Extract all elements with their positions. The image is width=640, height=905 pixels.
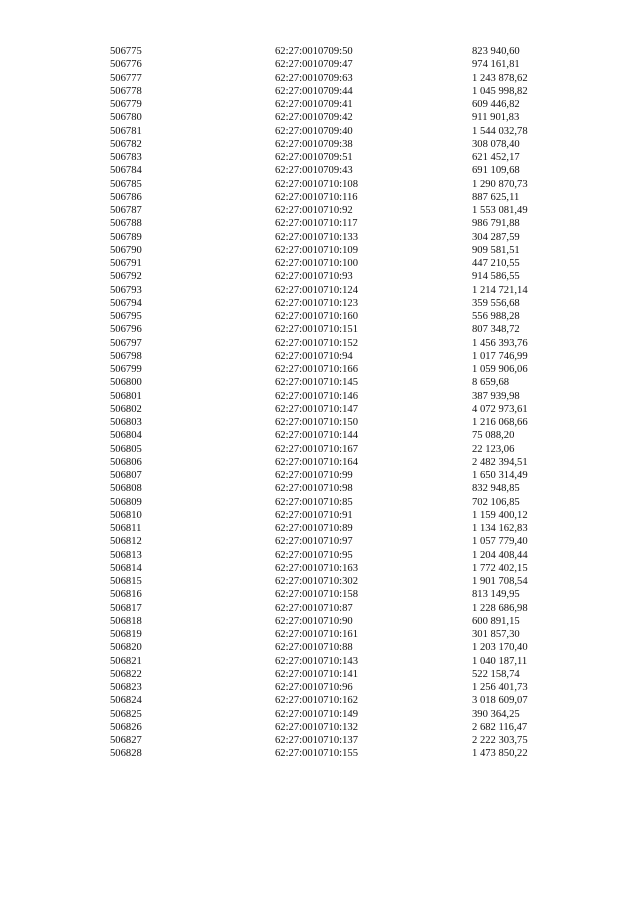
cadastral-value: 1 216 068,66 bbox=[472, 417, 528, 428]
cadastral-value: 1 290 870,73 bbox=[472, 178, 528, 190]
table-row bbox=[110, 138, 550, 151]
cadastral-value: 832 948,85 bbox=[472, 483, 520, 495]
cadastral-value: 1 057 779,40 bbox=[472, 536, 528, 548]
cadastral-number: 62:27:0010709:40 bbox=[275, 125, 353, 137]
cadastral-value: 911 901,83 bbox=[472, 112, 520, 124]
row-number: 506805 bbox=[110, 443, 142, 455]
cadastral-number: 62:27:0010709:63 bbox=[275, 72, 353, 84]
row-number: 506797 bbox=[110, 337, 142, 349]
cadastral-value: 1 228 686,98 bbox=[472, 602, 528, 614]
table-row bbox=[110, 151, 550, 164]
row-number: 506785 bbox=[110, 178, 142, 190]
row-number: 506815 bbox=[110, 576, 142, 587]
cadastral-number: 62:27:0010710:93 bbox=[275, 271, 353, 283]
cadastral-value: 1 159 400,12 bbox=[472, 509, 528, 521]
table-row bbox=[110, 310, 550, 323]
cadastral-number: 62:27:0010710:160 bbox=[275, 311, 358, 322]
table-row bbox=[110, 655, 550, 668]
table-row bbox=[110, 257, 550, 270]
cadastral-value: 1 040 187,11 bbox=[472, 655, 528, 667]
row-number: 506827 bbox=[110, 735, 142, 746]
row-number: 506799 bbox=[110, 364, 142, 375]
cadastral-number: 62:27:0010710:144 bbox=[275, 430, 358, 442]
table-row bbox=[110, 681, 550, 694]
row-number: 506779 bbox=[110, 99, 142, 110]
cadastral-value: 301 857,30 bbox=[472, 629, 520, 640]
row-number: 506788 bbox=[110, 218, 142, 230]
table-row bbox=[110, 588, 550, 601]
table-row bbox=[110, 363, 550, 376]
cadastral-value: 1 243 878,62 bbox=[472, 72, 528, 84]
row-number: 506800 bbox=[110, 377, 142, 389]
row-number: 506811 bbox=[110, 523, 142, 534]
row-number: 506794 bbox=[110, 297, 142, 309]
cadastral-value: 304 287,59 bbox=[472, 231, 520, 243]
row-number: 506814 bbox=[110, 562, 142, 574]
table-row bbox=[110, 429, 550, 442]
table-row bbox=[110, 668, 550, 681]
cadastral-value: 1 203 170,40 bbox=[472, 642, 528, 654]
row-number: 506795 bbox=[110, 311, 142, 322]
cadastral-number: 62:27:0010710:90 bbox=[275, 615, 353, 627]
row-number: 506778 bbox=[110, 85, 142, 97]
row-number: 506792 bbox=[110, 271, 142, 283]
cadastral-value: 1 901 708,54 bbox=[472, 576, 528, 587]
cadastral-value: 1 134 162,83 bbox=[472, 523, 528, 534]
cadastral-value: 2 222 303,75 bbox=[472, 735, 528, 746]
table-row bbox=[110, 443, 550, 456]
cadastral-value: 1 017 746,99 bbox=[472, 350, 528, 362]
cadastral-number: 62:27:0010709:38 bbox=[275, 138, 353, 150]
cadastral-number: 62:27:0010710:158 bbox=[275, 589, 358, 601]
cadastral-value: 522 158,74 bbox=[472, 668, 520, 680]
table-row bbox=[110, 323, 550, 336]
row-number: 506826 bbox=[110, 721, 142, 733]
cadastral-number: 62:27:0010710:145 bbox=[275, 377, 358, 389]
row-number: 506804 bbox=[110, 430, 142, 442]
row-number: 506784 bbox=[110, 165, 142, 177]
row-number: 506787 bbox=[110, 205, 142, 216]
cadastral-value: 807 348,72 bbox=[472, 324, 520, 336]
cadastral-value: 3 018 609,07 bbox=[472, 695, 528, 707]
cadastral-number: 62:27:0010710:164 bbox=[275, 456, 358, 468]
cadastral-number: 62:27:0010710:166 bbox=[275, 364, 358, 375]
cadastral-value: 1 204 408,44 bbox=[472, 549, 528, 561]
cadastral-value: 2 482 394,51 bbox=[472, 456, 528, 468]
cadastral-value: 974 161,81 bbox=[472, 59, 520, 71]
table-row bbox=[110, 191, 550, 204]
table-row bbox=[110, 204, 550, 217]
cadastral-value: 609 446,82 bbox=[472, 99, 520, 110]
row-number: 506818 bbox=[110, 615, 142, 627]
table-row bbox=[110, 469, 550, 482]
cadastral-value-table bbox=[110, 45, 550, 761]
cadastral-number: 62:27:0010710:150 bbox=[275, 417, 358, 428]
table-row bbox=[110, 231, 550, 244]
cadastral-number: 62:27:0010710:133 bbox=[275, 231, 358, 243]
cadastral-value: 887 625,11 bbox=[472, 191, 520, 203]
cadastral-value: 1 256 401,73 bbox=[472, 682, 528, 693]
cadastral-number: 62:27:0010710:123 bbox=[275, 297, 358, 309]
row-number: 506821 bbox=[110, 655, 142, 667]
cadastral-number: 62:27:0010710:161 bbox=[275, 629, 358, 640]
table-row bbox=[110, 244, 550, 257]
cadastral-number: 62:27:0010710:146 bbox=[275, 390, 358, 402]
cadastral-value: 1 553 081,49 bbox=[472, 205, 528, 216]
cadastral-number: 62:27:0010710:109 bbox=[275, 244, 358, 256]
cadastral-number: 62:27:0010710:85 bbox=[275, 496, 353, 508]
row-number: 506806 bbox=[110, 456, 142, 468]
row-number: 506790 bbox=[110, 244, 142, 256]
cadastral-number: 62:27:0010710:151 bbox=[275, 324, 358, 336]
cadastral-number: 62:27:0010710:94 bbox=[275, 350, 353, 362]
cadastral-number: 62:27:0010710:116 bbox=[275, 191, 358, 203]
table-row bbox=[110, 217, 550, 230]
cadastral-number: 62:27:0010710:95 bbox=[275, 549, 353, 561]
row-number: 506817 bbox=[110, 602, 142, 614]
cadastral-number: 62:27:0010710:155 bbox=[275, 748, 358, 760]
cadastral-value: 75 088,20 bbox=[472, 430, 515, 442]
cadastral-number: 62:27:0010710:149 bbox=[275, 708, 358, 720]
cadastral-number: 62:27:0010709:41 bbox=[275, 99, 353, 110]
table-row bbox=[110, 509, 550, 522]
row-number: 506828 bbox=[110, 748, 142, 760]
table-row bbox=[110, 164, 550, 177]
cadastral-number: 62:27:0010710:117 bbox=[275, 218, 358, 230]
table-row bbox=[110, 85, 550, 98]
table-row bbox=[110, 178, 550, 191]
table-row bbox=[110, 522, 550, 535]
cadastral-number: 62:27:0010710:132 bbox=[275, 721, 358, 733]
cadastral-value: 2 682 116,47 bbox=[472, 721, 528, 733]
cadastral-number: 62:27:0010710:167 bbox=[275, 443, 358, 455]
row-number: 506819 bbox=[110, 629, 142, 640]
cadastral-number: 62:27:0010710:92 bbox=[275, 205, 353, 216]
cadastral-number: 62:27:0010710:124 bbox=[275, 284, 358, 296]
table-row bbox=[110, 403, 550, 416]
cadastral-number: 62:27:0010710:96 bbox=[275, 682, 353, 693]
cadastral-number: 62:27:0010710:99 bbox=[275, 470, 353, 481]
cadastral-value: 1 772 402,15 bbox=[472, 562, 528, 574]
row-number: 506775 bbox=[110, 46, 142, 57]
cadastral-value: 1 059 906,06 bbox=[472, 364, 528, 375]
cadastral-number: 62:27:0010709:50 bbox=[275, 46, 353, 57]
cadastral-value: 1 045 998,82 bbox=[472, 85, 528, 97]
table-row bbox=[110, 615, 550, 628]
row-number: 506782 bbox=[110, 138, 142, 150]
row-number: 506823 bbox=[110, 682, 142, 693]
cadastral-value: 1 544 032,78 bbox=[472, 125, 528, 137]
row-number: 506825 bbox=[110, 708, 142, 720]
row-number: 506780 bbox=[110, 112, 142, 124]
row-number: 506786 bbox=[110, 191, 142, 203]
row-number: 506822 bbox=[110, 668, 142, 680]
row-number: 506796 bbox=[110, 324, 142, 336]
table-row bbox=[110, 641, 550, 654]
cadastral-value: 1 456 393,76 bbox=[472, 337, 528, 349]
row-number: 506809 bbox=[110, 496, 142, 508]
cadastral-value: 1 650 314,49 bbox=[472, 470, 528, 481]
cadastral-number: 62:27:0010710:163 bbox=[275, 562, 358, 574]
table-row bbox=[110, 734, 550, 747]
table-row bbox=[110, 416, 550, 429]
table-row bbox=[110, 456, 550, 469]
table-row bbox=[110, 111, 550, 124]
table-row bbox=[110, 721, 550, 734]
row-number: 506812 bbox=[110, 536, 142, 548]
table-row bbox=[110, 747, 550, 760]
row-number: 506813 bbox=[110, 549, 142, 561]
cadastral-number: 62:27:0010709:47 bbox=[275, 59, 353, 71]
cadastral-value: 813 149,95 bbox=[472, 589, 520, 601]
table-row bbox=[110, 337, 550, 350]
row-number: 506781 bbox=[110, 125, 142, 137]
row-number: 506807 bbox=[110, 470, 142, 481]
cadastral-number: 62:27:0010710:87 bbox=[275, 602, 353, 614]
row-number: 506777 bbox=[110, 72, 142, 84]
cadastral-number: 62:27:0010709:51 bbox=[275, 152, 353, 163]
row-number: 506820 bbox=[110, 642, 142, 654]
cadastral-number: 62:27:0010710:91 bbox=[275, 509, 353, 521]
table-row bbox=[110, 708, 550, 721]
cadastral-value: 600 891,15 bbox=[472, 615, 520, 627]
cadastral-number: 62:27:0010710:89 bbox=[275, 523, 353, 534]
cadastral-value: 556 988,28 bbox=[472, 311, 520, 322]
table-row bbox=[110, 549, 550, 562]
cadastral-value: 4 072 973,61 bbox=[472, 403, 528, 415]
cadastral-value: 8 659,68 bbox=[472, 377, 510, 389]
table-row bbox=[110, 72, 550, 85]
cadastral-value: 691 109,68 bbox=[472, 165, 520, 177]
cadastral-value: 447 210,55 bbox=[472, 258, 520, 269]
cadastral-number: 62:27:0010709:42 bbox=[275, 112, 353, 124]
cadastral-value: 823 940,60 bbox=[472, 46, 520, 57]
cadastral-number: 62:27:0010710:137 bbox=[275, 735, 358, 746]
table-row bbox=[110, 496, 550, 509]
cadastral-number: 62:27:0010710:97 bbox=[275, 536, 353, 548]
cadastral-value: 702 106,85 bbox=[472, 496, 520, 508]
table-row bbox=[110, 390, 550, 403]
cadastral-value: 1 214 721,14 bbox=[472, 284, 528, 296]
cadastral-number: 62:27:0010710:162 bbox=[275, 695, 358, 707]
row-number: 506776 bbox=[110, 59, 142, 71]
row-number: 506783 bbox=[110, 152, 142, 163]
cadastral-value: 986 791,88 bbox=[472, 218, 520, 230]
table-row bbox=[110, 562, 550, 575]
cadastral-number: 62:27:0010710:108 bbox=[275, 178, 358, 190]
table-row bbox=[110, 297, 550, 310]
table-row bbox=[110, 575, 550, 588]
cadastral-number: 62:27:0010710:98 bbox=[275, 483, 353, 495]
row-number: 506801 bbox=[110, 390, 142, 402]
table-row bbox=[110, 58, 550, 71]
cadastral-value: 914 586,55 bbox=[472, 271, 520, 283]
row-number: 506824 bbox=[110, 695, 142, 707]
table-row bbox=[110, 270, 550, 283]
table-row bbox=[110, 125, 550, 138]
cadastral-value: 909 581,51 bbox=[472, 244, 520, 256]
table-row bbox=[110, 376, 550, 389]
cadastral-number: 62:27:0010710:143 bbox=[275, 655, 358, 667]
row-number: 506816 bbox=[110, 589, 142, 601]
row-number: 506802 bbox=[110, 403, 142, 415]
row-number: 506791 bbox=[110, 258, 142, 269]
cadastral-value: 1 473 850,22 bbox=[472, 748, 528, 760]
cadastral-number: 62:27:0010710:302 bbox=[275, 576, 358, 587]
table-row bbox=[110, 535, 550, 548]
table-row bbox=[110, 694, 550, 707]
cadastral-number: 62:27:0010710:141 bbox=[275, 668, 358, 680]
table-row bbox=[110, 284, 550, 297]
table-row bbox=[110, 602, 550, 615]
cadastral-number: 62:27:0010710:88 bbox=[275, 642, 353, 654]
cadastral-number: 62:27:0010709:43 bbox=[275, 165, 353, 177]
table-row bbox=[110, 628, 550, 641]
cadastral-number: 62:27:0010710:152 bbox=[275, 337, 358, 349]
table-row bbox=[110, 482, 550, 495]
table-row bbox=[110, 98, 550, 111]
row-number: 506793 bbox=[110, 284, 142, 296]
row-number: 506789 bbox=[110, 231, 142, 243]
cadastral-value: 621 452,17 bbox=[472, 152, 520, 163]
row-number: 506808 bbox=[110, 483, 142, 495]
row-number: 506803 bbox=[110, 417, 142, 428]
cadastral-value: 387 939,98 bbox=[472, 390, 520, 402]
row-number: 506798 bbox=[110, 350, 142, 362]
cadastral-value: 308 078,40 bbox=[472, 138, 520, 150]
cadastral-number: 62:27:0010710:100 bbox=[275, 258, 358, 269]
table-row bbox=[110, 45, 550, 58]
cadastral-value: 22 123,06 bbox=[472, 443, 515, 455]
cadastral-number: 62:27:0010709:44 bbox=[275, 85, 353, 97]
row-number: 506810 bbox=[110, 509, 142, 521]
cadastral-value: 390 364,25 bbox=[472, 708, 520, 720]
table-row bbox=[110, 350, 550, 363]
cadastral-number: 62:27:0010710:147 bbox=[275, 403, 358, 415]
cadastral-value: 359 556,68 bbox=[472, 297, 520, 309]
